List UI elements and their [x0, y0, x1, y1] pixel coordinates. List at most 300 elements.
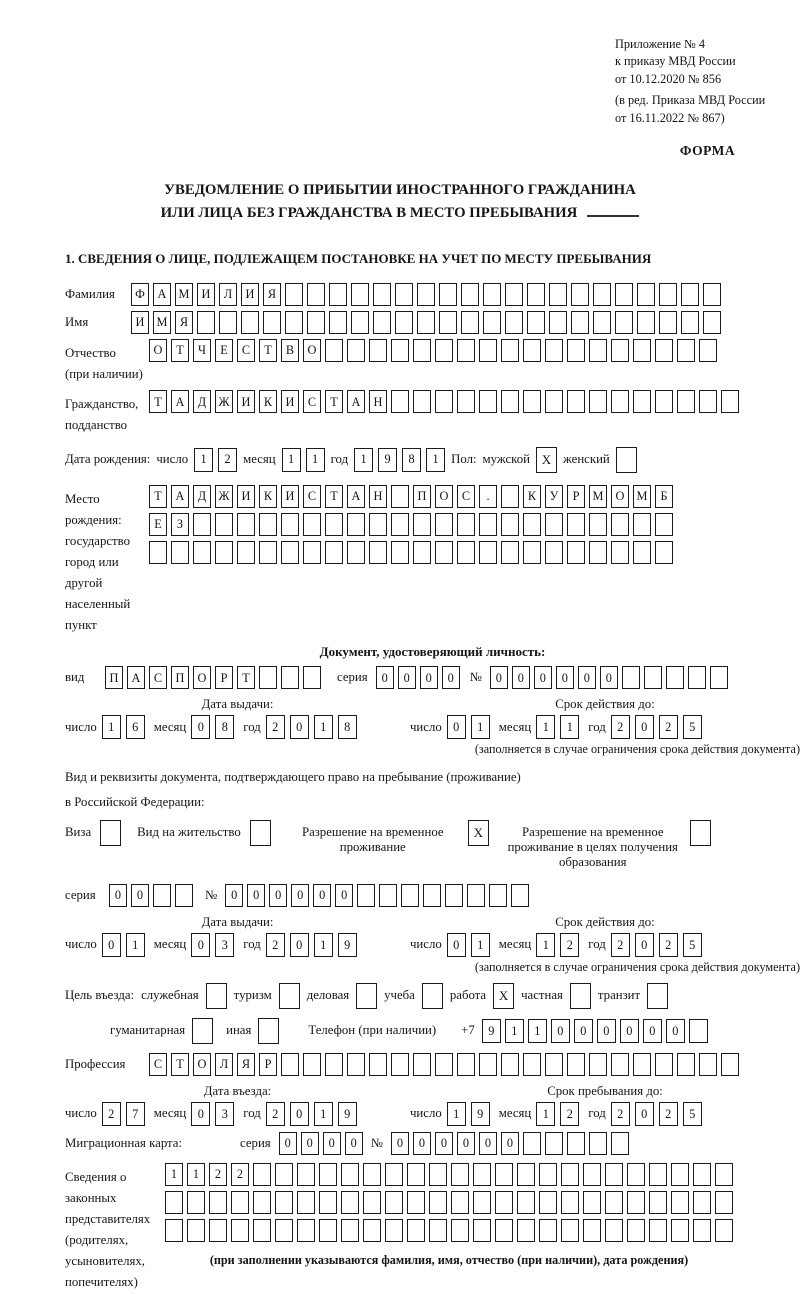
char-box[interactable] — [303, 666, 321, 689]
char-box[interactable] — [237, 513, 255, 536]
char-box[interactable] — [527, 283, 545, 306]
char-box[interactable]: Д — [193, 390, 211, 413]
char-box[interactable] — [561, 1191, 579, 1214]
char-box[interactable]: 2 — [659, 1102, 678, 1126]
char-box[interactable] — [633, 1053, 651, 1076]
char-box[interactable]: 1 — [536, 715, 555, 739]
char-box[interactable] — [429, 1191, 447, 1214]
char-box[interactable] — [677, 1053, 695, 1076]
char-box[interactable] — [187, 1191, 205, 1214]
char-box[interactable]: А — [347, 390, 365, 413]
char-box[interactable] — [407, 1219, 425, 1242]
char-box[interactable]: З — [171, 513, 189, 536]
char-box[interactable]: 2 — [611, 1102, 630, 1126]
char-box[interactable] — [413, 339, 431, 362]
char-box[interactable] — [473, 1191, 491, 1214]
char-box[interactable] — [517, 1191, 535, 1214]
char-box[interactable] — [501, 485, 519, 508]
char-box[interactable] — [461, 311, 479, 334]
char-box[interactable] — [479, 513, 497, 536]
char-box[interactable] — [395, 283, 413, 306]
char-box[interactable] — [703, 311, 721, 334]
char-box[interactable] — [539, 1219, 557, 1242]
char-box[interactable]: С — [149, 1053, 167, 1076]
char-box[interactable] — [457, 339, 475, 362]
purpose-other-checkbox[interactable] — [258, 1018, 279, 1044]
char-box[interactable]: Р — [215, 666, 233, 689]
char-box[interactable]: 9 — [471, 1102, 490, 1126]
phone-input[interactable] — [482, 1019, 708, 1043]
char-box[interactable]: В — [281, 339, 299, 362]
char-box[interactable]: 2 — [209, 1163, 227, 1186]
female-checkbox[interactable] — [616, 447, 637, 473]
char-box[interactable]: 0 — [109, 884, 127, 907]
char-box[interactable] — [479, 390, 497, 413]
char-box[interactable]: 0 — [290, 1102, 309, 1126]
purpose-work-checkbox[interactable]: X — [493, 983, 514, 1009]
char-box[interactable]: Т — [325, 390, 343, 413]
char-box[interactable]: П — [105, 666, 123, 689]
char-box[interactable] — [435, 541, 453, 564]
temp-permit-checkbox[interactable]: X — [468, 820, 489, 846]
char-box[interactable] — [644, 666, 662, 689]
char-box[interactable] — [689, 1019, 708, 1043]
char-box[interactable]: 9 — [482, 1019, 501, 1043]
char-box[interactable] — [539, 1191, 557, 1214]
purpose-tourism-checkbox[interactable] — [279, 983, 300, 1009]
char-box[interactable]: 9 — [378, 448, 397, 472]
char-box[interactable] — [351, 283, 369, 306]
char-box[interactable]: 0 — [551, 1019, 570, 1043]
char-box[interactable] — [423, 884, 441, 907]
char-box[interactable] — [391, 485, 409, 508]
char-box[interactable]: 0 — [635, 715, 654, 739]
char-box[interactable] — [567, 1132, 585, 1155]
residence-expiry-year-input[interactable] — [611, 933, 702, 957]
char-box[interactable]: С — [303, 485, 321, 508]
stay-month-input[interactable] — [536, 1102, 579, 1126]
char-box[interactable]: Р — [259, 1053, 277, 1076]
char-box[interactable]: А — [347, 485, 365, 508]
char-box[interactable]: 0 — [335, 884, 353, 907]
char-box[interactable]: 1 — [306, 448, 325, 472]
char-box[interactable] — [369, 339, 387, 362]
char-box[interactable]: Ж — [215, 390, 233, 413]
char-box[interactable] — [495, 1219, 513, 1242]
char-box[interactable] — [677, 339, 695, 362]
char-box[interactable]: 0 — [556, 666, 574, 689]
char-box[interactable]: 0 — [102, 933, 121, 957]
char-box[interactable] — [693, 1191, 711, 1214]
char-box[interactable]: Т — [237, 666, 255, 689]
char-box[interactable] — [457, 1053, 475, 1076]
char-box[interactable] — [303, 541, 321, 564]
char-box[interactable]: 0 — [413, 1132, 431, 1155]
char-box[interactable]: 0 — [323, 1132, 341, 1155]
char-box[interactable] — [649, 1191, 667, 1214]
doc-issue-day-input[interactable] — [102, 715, 145, 739]
char-box[interactable] — [259, 513, 277, 536]
char-box[interactable]: 0 — [442, 666, 460, 689]
char-box[interactable]: 2 — [560, 1102, 579, 1126]
char-box[interactable]: А — [153, 283, 171, 306]
char-box[interactable]: 0 — [643, 1019, 662, 1043]
char-box[interactable] — [275, 1163, 293, 1186]
char-box[interactable] — [505, 283, 523, 306]
char-box[interactable]: А — [127, 666, 145, 689]
purpose-private-checkbox[interactable] — [570, 983, 591, 1009]
char-box[interactable] — [363, 1191, 381, 1214]
char-box[interactable] — [395, 311, 413, 334]
char-box[interactable]: Т — [149, 485, 167, 508]
char-box[interactable] — [357, 884, 375, 907]
birth-month-input[interactable] — [282, 448, 325, 472]
char-box[interactable] — [263, 311, 281, 334]
char-box[interactable]: 1 — [187, 1163, 205, 1186]
char-box[interactable] — [549, 283, 567, 306]
char-box[interactable] — [369, 513, 387, 536]
char-box[interactable]: К — [523, 485, 541, 508]
char-box[interactable]: 0 — [447, 715, 466, 739]
char-box[interactable] — [655, 339, 673, 362]
char-box[interactable] — [567, 390, 585, 413]
char-box[interactable] — [715, 1163, 733, 1186]
char-box[interactable]: 0 — [290, 715, 309, 739]
char-box[interactable]: 1 — [536, 1102, 555, 1126]
char-box[interactable] — [479, 1053, 497, 1076]
purpose-business-checkbox[interactable] — [356, 983, 377, 1009]
char-box[interactable] — [495, 1191, 513, 1214]
char-box[interactable]: С — [149, 666, 167, 689]
char-box[interactable]: 0 — [279, 1132, 297, 1155]
char-box[interactable]: Н — [369, 485, 387, 508]
char-box[interactable] — [451, 1191, 469, 1214]
doc-expiry-day-input[interactable] — [447, 715, 490, 739]
char-box[interactable] — [385, 1191, 403, 1214]
char-box[interactable] — [369, 541, 387, 564]
representatives-input-row1[interactable] — [165, 1163, 733, 1186]
char-box[interactable] — [649, 1163, 667, 1186]
residence-expiry-day-input[interactable] — [447, 933, 490, 957]
char-box[interactable] — [281, 666, 299, 689]
char-box[interactable] — [611, 1132, 629, 1155]
char-box[interactable] — [693, 1163, 711, 1186]
char-box[interactable] — [417, 311, 435, 334]
char-box[interactable]: А — [171, 390, 189, 413]
doc-series-input[interactable] — [376, 666, 460, 689]
char-box[interactable] — [171, 541, 189, 564]
char-box[interactable] — [435, 339, 453, 362]
char-box[interactable]: 5 — [683, 933, 702, 957]
migration-number-input[interactable] — [391, 1132, 629, 1155]
purpose-study-checkbox[interactable] — [422, 983, 443, 1009]
stay-day-input[interactable] — [447, 1102, 490, 1126]
char-box[interactable] — [627, 1219, 645, 1242]
char-box[interactable] — [721, 1053, 739, 1076]
char-box[interactable] — [501, 390, 519, 413]
char-box[interactable] — [593, 283, 611, 306]
char-box[interactable] — [319, 1163, 337, 1186]
char-box[interactable] — [363, 1219, 381, 1242]
char-box[interactable]: 0 — [501, 1132, 519, 1155]
char-box[interactable]: 9 — [338, 933, 357, 957]
char-box[interactable] — [281, 1053, 299, 1076]
char-box[interactable] — [231, 1219, 249, 1242]
char-box[interactable]: 0 — [635, 1102, 654, 1126]
char-box[interactable] — [721, 390, 739, 413]
char-box[interactable] — [627, 1191, 645, 1214]
char-box[interactable] — [671, 1163, 689, 1186]
char-box[interactable]: 0 — [247, 884, 265, 907]
char-box[interactable] — [545, 541, 563, 564]
char-box[interactable] — [611, 541, 629, 564]
char-box[interactable]: 9 — [338, 1102, 357, 1126]
char-box[interactable] — [710, 666, 728, 689]
char-box[interactable]: 0 — [574, 1019, 593, 1043]
char-box[interactable]: 1 — [447, 1102, 466, 1126]
edu-permit-checkbox[interactable] — [690, 820, 711, 846]
char-box[interactable] — [451, 1163, 469, 1186]
char-box[interactable] — [307, 311, 325, 334]
char-box[interactable] — [589, 390, 607, 413]
char-box[interactable] — [567, 1053, 585, 1076]
char-box[interactable]: 2 — [659, 933, 678, 957]
char-box[interactable] — [589, 339, 607, 362]
char-box[interactable] — [237, 541, 255, 564]
char-box[interactable] — [165, 1191, 183, 1214]
migration-series-input[interactable] — [279, 1132, 363, 1155]
char-box[interactable] — [363, 1163, 381, 1186]
char-box[interactable] — [407, 1163, 425, 1186]
char-box[interactable] — [391, 339, 409, 362]
char-box[interactable]: Я — [237, 1053, 255, 1076]
char-box[interactable] — [379, 884, 397, 907]
char-box[interactable] — [445, 884, 463, 907]
char-box[interactable]: Ж — [215, 485, 233, 508]
entry-month-input[interactable] — [191, 1102, 234, 1126]
char-box[interactable] — [253, 1163, 271, 1186]
char-box[interactable] — [523, 339, 541, 362]
char-box[interactable] — [633, 390, 651, 413]
char-box[interactable] — [489, 884, 507, 907]
char-box[interactable] — [567, 339, 585, 362]
char-box[interactable] — [193, 513, 211, 536]
char-box[interactable]: 6 — [126, 715, 145, 739]
char-box[interactable] — [501, 1053, 519, 1076]
char-box[interactable] — [413, 1053, 431, 1076]
char-box[interactable] — [501, 339, 519, 362]
char-box[interactable]: 1 — [505, 1019, 524, 1043]
char-box[interactable] — [275, 1191, 293, 1214]
residence-number-input[interactable] — [225, 884, 529, 907]
char-box[interactable] — [407, 1191, 425, 1214]
char-box[interactable]: Т — [171, 1053, 189, 1076]
char-box[interactable] — [473, 1219, 491, 1242]
residence-issue-year-input[interactable] — [266, 933, 357, 957]
char-box[interactable]: 0 — [490, 666, 508, 689]
char-box[interactable] — [666, 666, 684, 689]
char-box[interactable]: Р — [567, 485, 585, 508]
char-box[interactable] — [545, 1053, 563, 1076]
doc-issue-year-input[interactable] — [266, 715, 357, 739]
purpose-official-checkbox[interactable] — [206, 983, 227, 1009]
char-box[interactable] — [545, 1132, 563, 1155]
char-box[interactable] — [589, 513, 607, 536]
char-box[interactable] — [253, 1191, 271, 1214]
char-box[interactable] — [401, 884, 419, 907]
char-box[interactable]: 0 — [447, 933, 466, 957]
char-box[interactable]: 0 — [391, 1132, 409, 1155]
char-box[interactable] — [567, 513, 585, 536]
char-box[interactable]: 0 — [420, 666, 438, 689]
char-box[interactable] — [215, 513, 233, 536]
char-box[interactable]: 0 — [290, 933, 309, 957]
char-box[interactable] — [153, 884, 171, 907]
char-box[interactable] — [655, 390, 673, 413]
char-box[interactable] — [505, 311, 523, 334]
char-box[interactable] — [253, 1219, 271, 1242]
char-box[interactable] — [688, 666, 706, 689]
char-box[interactable]: И — [241, 283, 259, 306]
char-box[interactable]: 5 — [683, 715, 702, 739]
char-box[interactable]: 0 — [301, 1132, 319, 1155]
char-box[interactable] — [219, 311, 237, 334]
visa-checkbox[interactable] — [100, 820, 121, 846]
char-box[interactable]: 1 — [471, 715, 490, 739]
residence-issue-day-input[interactable] — [102, 933, 145, 957]
char-box[interactable] — [495, 1163, 513, 1186]
char-box[interactable]: П — [413, 485, 431, 508]
char-box[interactable]: 2 — [611, 715, 630, 739]
char-box[interactable] — [457, 513, 475, 536]
char-box[interactable] — [677, 390, 695, 413]
char-box[interactable]: О — [611, 485, 629, 508]
char-box[interactable] — [615, 283, 633, 306]
char-box[interactable]: 0 — [457, 1132, 475, 1155]
char-box[interactable]: 5 — [683, 1102, 702, 1126]
char-box[interactable] — [149, 541, 167, 564]
char-box[interactable] — [385, 1163, 403, 1186]
char-box[interactable]: О — [193, 1053, 211, 1076]
char-box[interactable] — [341, 1219, 359, 1242]
char-box[interactable] — [681, 311, 699, 334]
char-box[interactable] — [457, 390, 475, 413]
char-box[interactable] — [605, 1163, 623, 1186]
char-box[interactable]: 2 — [102, 1102, 121, 1126]
char-box[interactable] — [655, 1053, 673, 1076]
char-box[interactable]: 0 — [635, 933, 654, 957]
char-box[interactable]: 2 — [231, 1163, 249, 1186]
char-box[interactable] — [175, 884, 193, 907]
char-box[interactable]: О — [193, 666, 211, 689]
char-box[interactable] — [303, 513, 321, 536]
char-box[interactable] — [325, 1053, 343, 1076]
char-box[interactable]: 2 — [266, 933, 285, 957]
char-box[interactable]: 2 — [611, 933, 630, 957]
char-box[interactable]: 8 — [215, 715, 234, 739]
given-name-input[interactable] — [131, 311, 721, 334]
char-box[interactable] — [479, 541, 497, 564]
entry-year-input[interactable] — [266, 1102, 357, 1126]
char-box[interactable] — [593, 311, 611, 334]
birth-place-input-row3[interactable] — [149, 541, 673, 564]
char-box[interactable]: 1 — [314, 715, 333, 739]
char-box[interactable] — [523, 1132, 541, 1155]
residence-issue-month-input[interactable] — [191, 933, 234, 957]
char-box[interactable] — [329, 311, 347, 334]
char-box[interactable]: 0 — [191, 715, 210, 739]
char-box[interactable] — [545, 513, 563, 536]
char-box[interactable] — [483, 283, 501, 306]
char-box[interactable] — [297, 1219, 315, 1242]
char-box[interactable] — [231, 1191, 249, 1214]
char-box[interactable] — [351, 311, 369, 334]
char-box[interactable]: 0 — [269, 884, 287, 907]
citizenship-input[interactable] — [149, 390, 739, 413]
char-box[interactable]: И — [281, 485, 299, 508]
char-box[interactable] — [391, 513, 409, 536]
char-box[interactable]: 1 — [314, 933, 333, 957]
char-box[interactable]: 3 — [215, 933, 234, 957]
char-box[interactable]: 1 — [426, 448, 445, 472]
char-box[interactable] — [215, 541, 233, 564]
char-box[interactable] — [319, 1219, 337, 1242]
char-box[interactable]: Д — [193, 485, 211, 508]
char-box[interactable] — [297, 1191, 315, 1214]
char-box[interactable] — [715, 1191, 733, 1214]
char-box[interactable]: И — [281, 390, 299, 413]
char-box[interactable]: Е — [149, 513, 167, 536]
char-box[interactable] — [611, 390, 629, 413]
char-box[interactable]: 0 — [345, 1132, 363, 1155]
char-box[interactable]: 8 — [402, 448, 421, 472]
char-box[interactable] — [545, 339, 563, 362]
char-box[interactable] — [439, 283, 457, 306]
char-box[interactable] — [699, 390, 717, 413]
doc-expiry-month-input[interactable] — [536, 715, 579, 739]
char-box[interactable]: 1 — [314, 1102, 333, 1126]
char-box[interactable] — [659, 311, 677, 334]
residence-series-input[interactable] — [109, 884, 193, 907]
char-box[interactable]: 0 — [479, 1132, 497, 1155]
char-box[interactable]: 0 — [398, 666, 416, 689]
char-box[interactable] — [501, 541, 519, 564]
char-box[interactable] — [329, 283, 347, 306]
char-box[interactable] — [303, 1053, 321, 1076]
char-box[interactable] — [347, 1053, 365, 1076]
char-box[interactable] — [347, 339, 365, 362]
char-box[interactable] — [473, 1163, 491, 1186]
char-box[interactable] — [429, 1163, 447, 1186]
char-box[interactable] — [523, 513, 541, 536]
char-box[interactable]: 0 — [435, 1132, 453, 1155]
char-box[interactable]: 0 — [313, 884, 331, 907]
char-box[interactable] — [341, 1163, 359, 1186]
surname-input[interactable] — [131, 283, 721, 306]
char-box[interactable] — [715, 1219, 733, 1242]
char-box[interactable] — [429, 1219, 447, 1242]
char-box[interactable] — [633, 541, 651, 564]
char-box[interactable] — [659, 283, 677, 306]
char-box[interactable] — [605, 1191, 623, 1214]
char-box[interactable] — [325, 513, 343, 536]
char-box[interactable]: 2 — [218, 448, 237, 472]
char-box[interactable]: 3 — [215, 1102, 234, 1126]
char-box[interactable]: Т — [171, 339, 189, 362]
char-box[interactable] — [517, 1219, 535, 1242]
char-box[interactable] — [165, 1219, 183, 1242]
char-box[interactable] — [391, 390, 409, 413]
